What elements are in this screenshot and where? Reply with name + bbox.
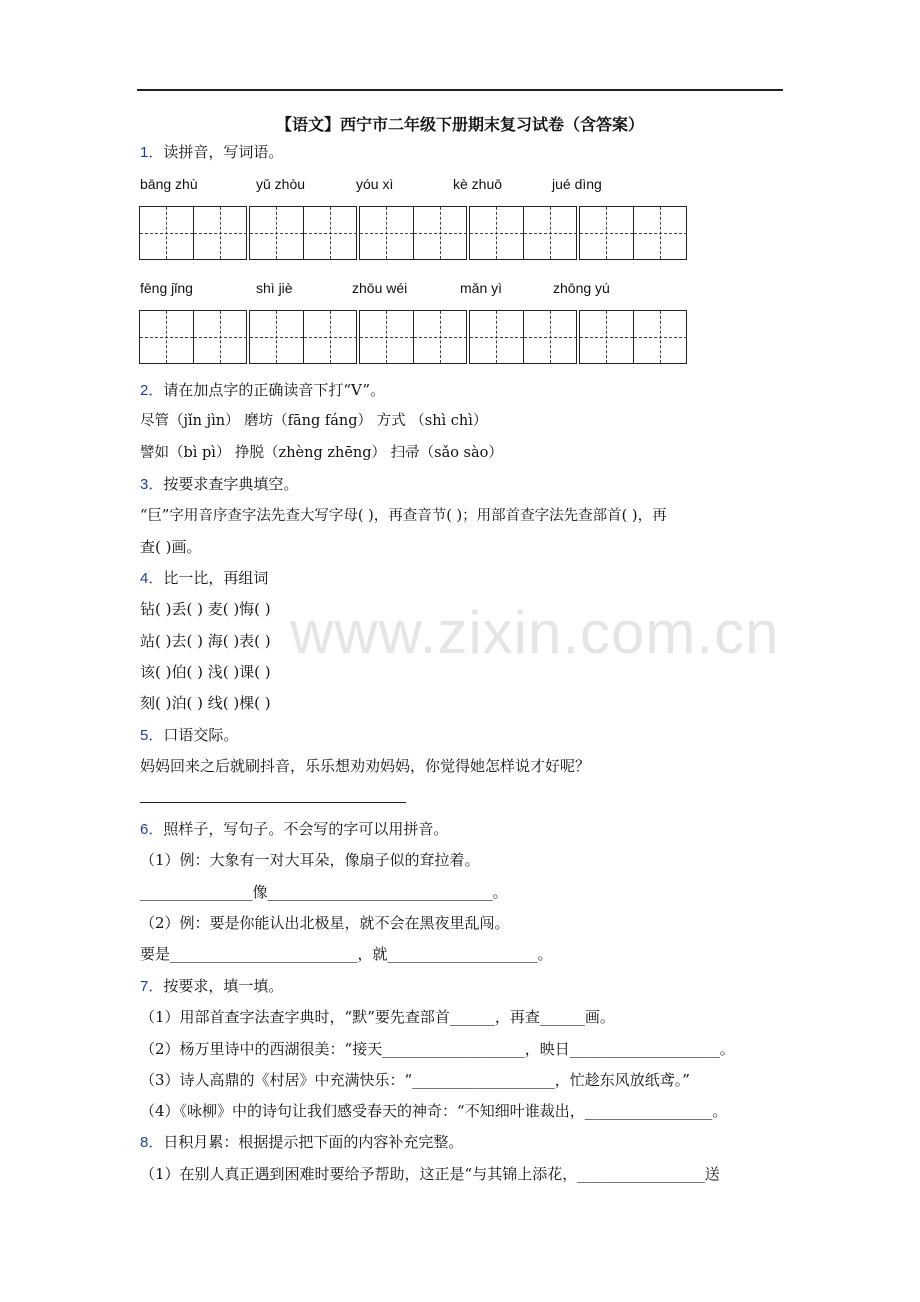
question-6 <box>140 818 448 841</box>
writing-grid[interactable] <box>139 310 247 364</box>
answer-line[interactable] <box>140 802 406 803</box>
page-title: 【语文】西宁市二年级下册期末复习试卷（含答案） <box>275 115 644 134</box>
pinyin: zhōng yú <box>553 280 610 296</box>
writing-grid[interactable] <box>469 206 577 260</box>
writing-grid[interactable] <box>249 206 357 260</box>
question-number: 5． <box>140 727 164 744</box>
writing-grid[interactable] <box>359 310 467 364</box>
question-text: 比一比，再组词 <box>163 569 269 587</box>
q4-row: 站( )去( ) 海( )表( ) <box>140 632 271 650</box>
pinyin: bāng zhù <box>140 176 198 192</box>
q7-line-4[interactable]: （4）《咏柳》中的诗句让我们感受春天的神奇：“不知细叶谁裁出，_________________。 <box>140 1102 728 1120</box>
q3-line-2: 查( )画。 <box>140 538 202 556</box>
question-3 <box>140 473 298 496</box>
q4-row: 该( )伯( ) 浅( )课( ) <box>140 663 271 681</box>
question-text: 日积月累：根据提示把下面的内容补充完整。 <box>163 1133 464 1151</box>
q7-line-1[interactable]: （1）用部首查字法查字典时，“默”要先查部首______，再查______画。 <box>140 1008 615 1026</box>
pinyin: mǎn yì <box>460 280 503 296</box>
question-text: 请在加点字的正确读音下打“V”。 <box>163 381 386 399</box>
q2-line-2: 譬如（bì pì） 挣脱（zhèng zhēng） 扫帚（sǎo sào） <box>140 445 503 461</box>
q4-row: 刻( )泊( ) 线( )棵( ) <box>140 694 271 712</box>
watermark: www.zixin.com.cn <box>290 599 780 666</box>
q6-line-1: （1）例：大象有一对大耳朵，像扇子似的耷拉着。 <box>140 851 480 869</box>
question-text: 照样子，写句子。不会写的字可以用拼音。 <box>163 820 449 838</box>
top-rule <box>137 89 783 91</box>
writing-grid[interactable] <box>139 206 247 260</box>
q7-line-2[interactable]: （2）杨万里诗中的西湖很美：“接天___________________，映日____________________。 <box>140 1040 735 1058</box>
question-2 <box>140 379 385 402</box>
question-number: 7． <box>140 978 164 995</box>
question-8 <box>140 1131 463 1154</box>
question-number: 4． <box>140 570 164 587</box>
pinyin: yǔ zhòu <box>256 176 306 192</box>
q6-line-2[interactable]: _______________像______________________________。 <box>140 883 508 901</box>
question-number: 3． <box>140 476 164 493</box>
question-1 <box>140 141 283 164</box>
question-number: 2． <box>140 382 164 399</box>
pinyin: shì jiè <box>256 280 293 296</box>
writing-grid[interactable] <box>359 206 467 260</box>
question-number: 1． <box>140 144 164 161</box>
pinyin: jué dìng <box>552 176 602 192</box>
writing-grid[interactable] <box>469 310 577 364</box>
question-4 <box>140 567 268 590</box>
q5-line-1: 妈妈回来之后就刷抖音，乐乐想劝劝妈妈，你觉得她怎样说才好呢？ <box>140 757 591 775</box>
question-5 <box>140 724 238 747</box>
q6-line-4[interactable]: 要是_________________________，就____________________。 <box>140 945 553 963</box>
question-text: 口语交际。 <box>163 726 239 744</box>
question-text: 读拼音，写词语。 <box>163 143 284 161</box>
question-number: 8． <box>140 1134 164 1151</box>
q2-line-1: 尽管（jǐn jìn） 磨坊（fāng fáng） 方式 （shì chì） <box>140 413 488 429</box>
question-7 <box>140 975 283 998</box>
pinyin: yóu xì <box>356 176 394 192</box>
question-text: 按要求，填一填。 <box>163 977 284 995</box>
writing-grid[interactable] <box>579 310 687 364</box>
pinyin: kè zhuō <box>453 176 503 192</box>
q3-line-1: “巨”字用音序查字法先查大写字母( )，再查音节( )；用部首查字法先查部首( )，再 <box>140 508 667 524</box>
pinyin: zhōu wéi <box>352 280 408 296</box>
q7-line-3[interactable]: （3）诗人高鼎的《村居》中充满快乐：“___________________，忙趁东风放纸鸢。” <box>140 1071 690 1089</box>
question-text: 按要求查字典填空。 <box>163 475 299 493</box>
q4-row: 钻( )丢( ) 麦( )悔( ) <box>140 600 271 618</box>
writing-grid[interactable] <box>579 206 687 260</box>
q6-line-3: （2）例：要是你能认出北极星，就不会在黑夜里乱闯。 <box>140 914 510 932</box>
pinyin: fēng jǐng <box>140 280 193 296</box>
q8-line-1[interactable]: （1）在别人真正遇到困难时要给予帮助，这正是“与其锦上添花，_________________送 <box>140 1165 720 1183</box>
question-number: 6． <box>140 821 164 838</box>
writing-grid[interactable] <box>249 310 357 364</box>
